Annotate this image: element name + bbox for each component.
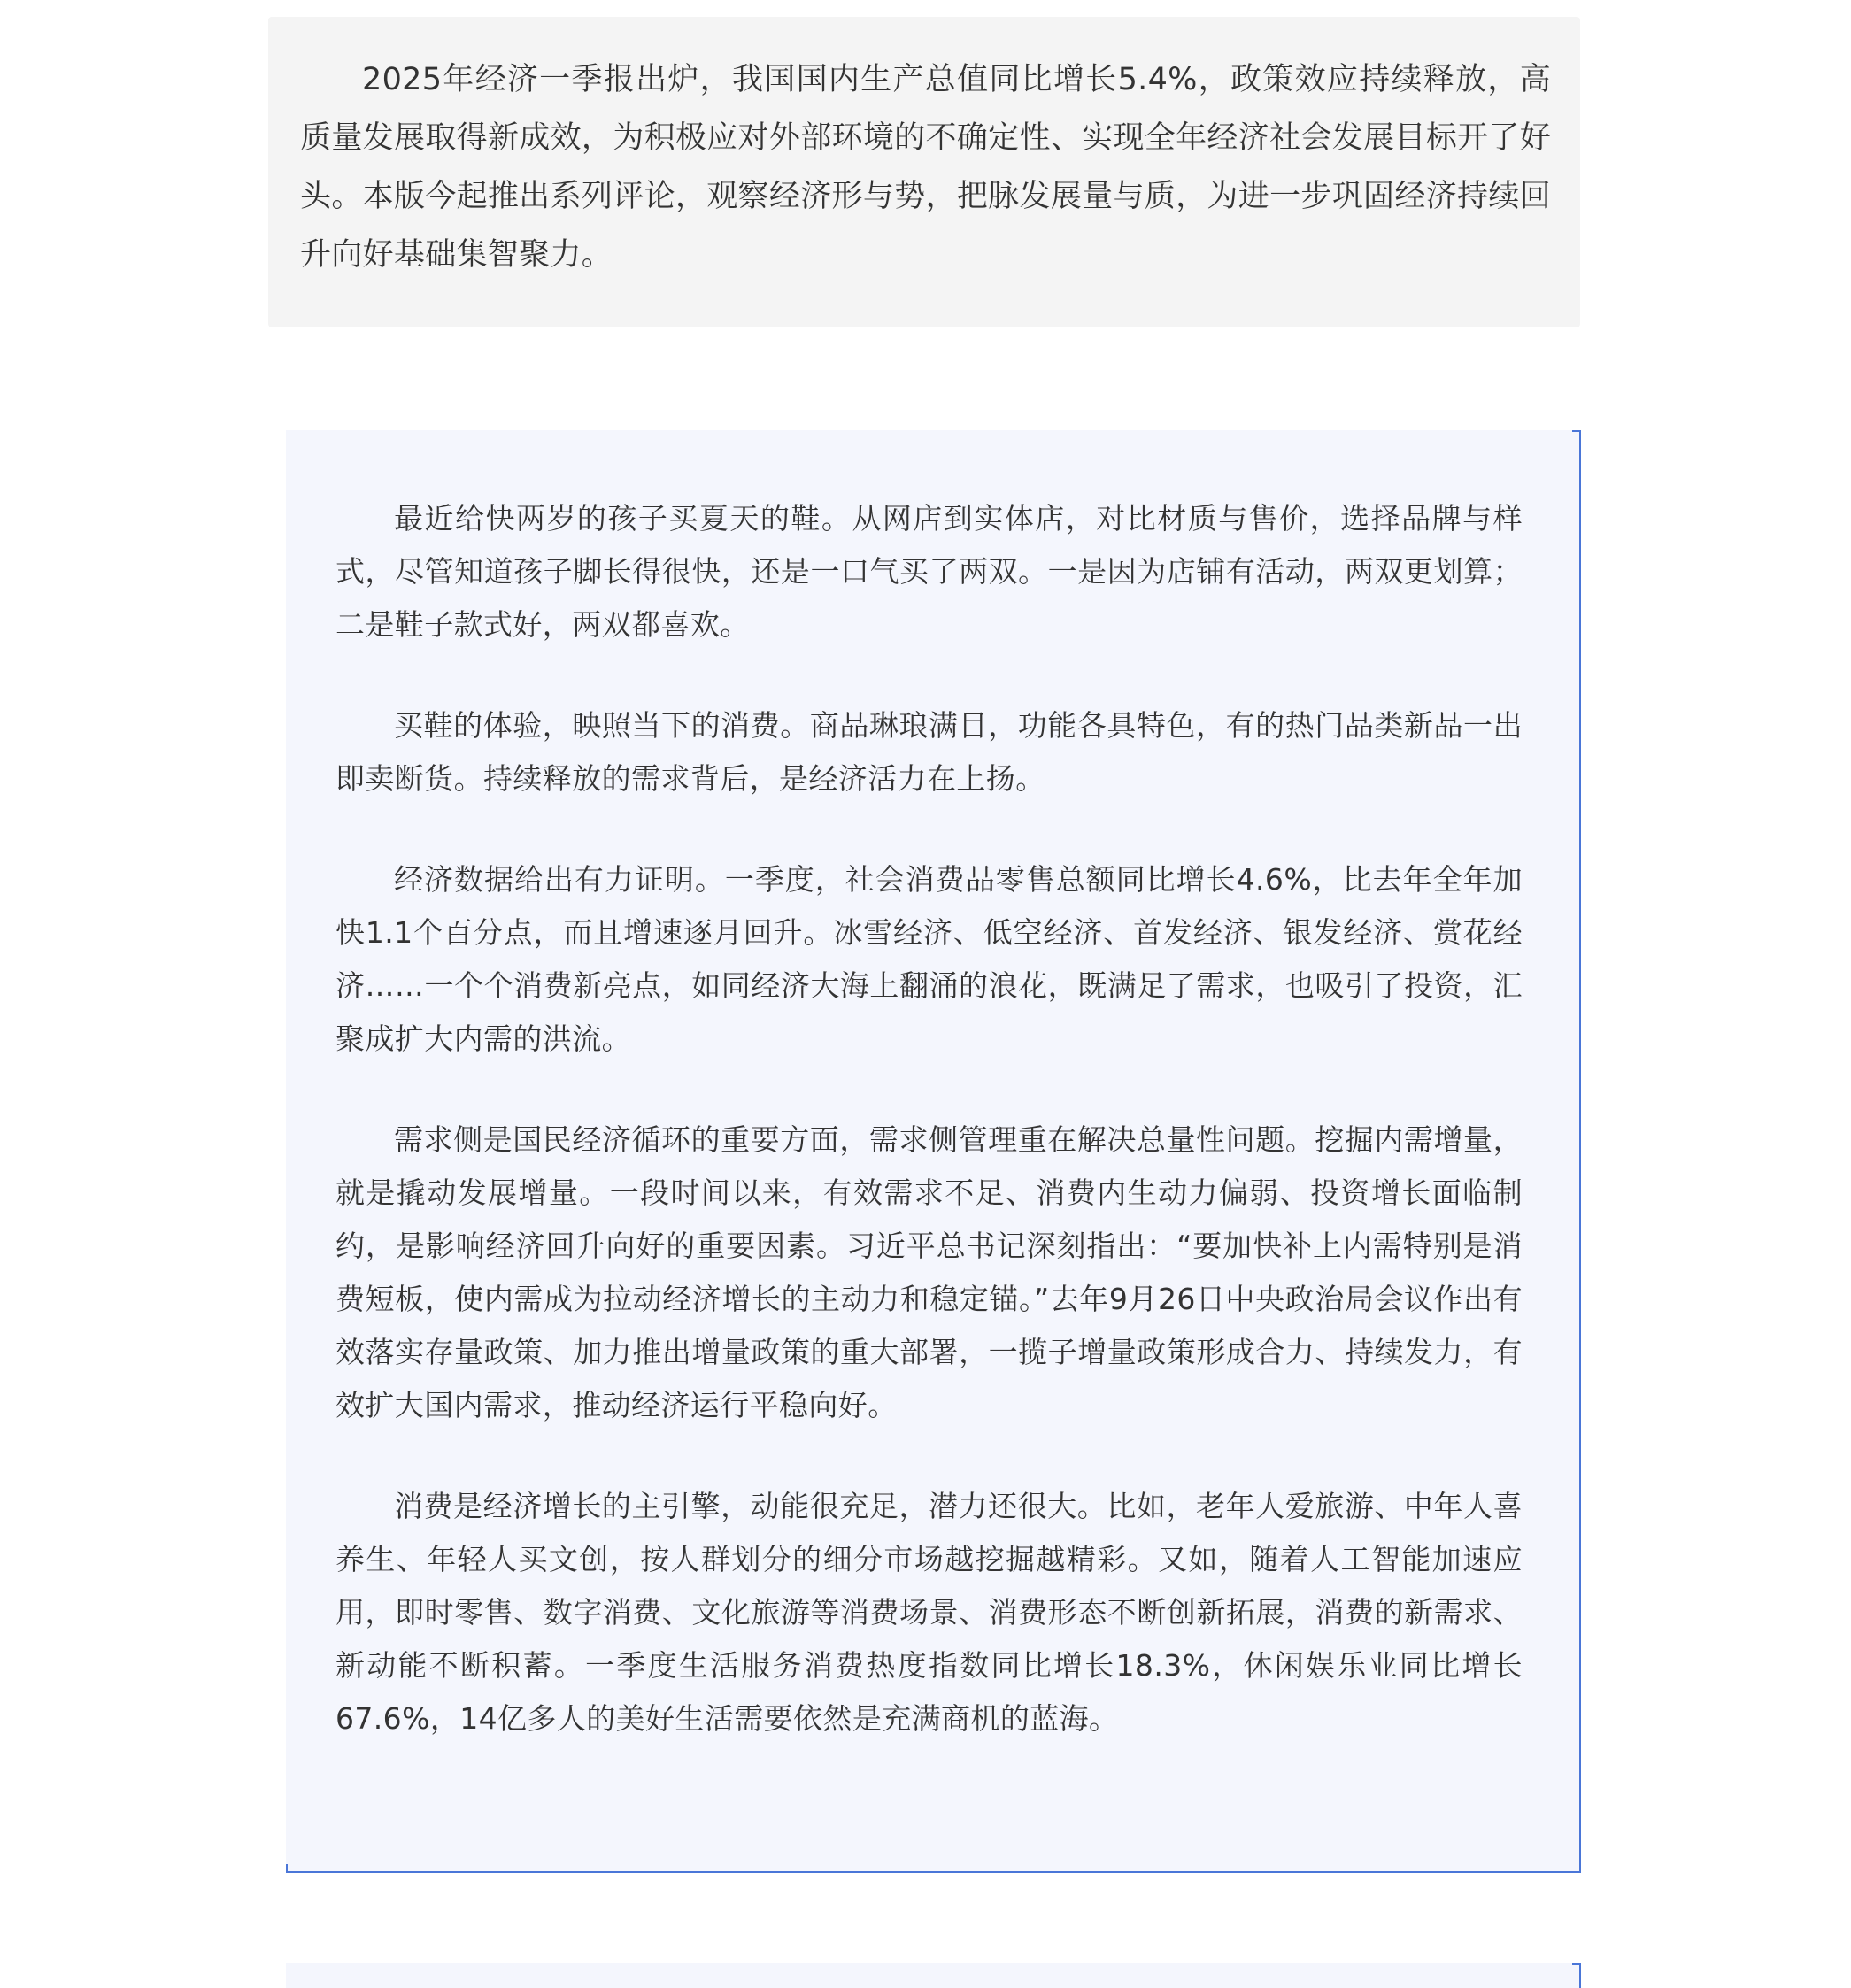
article-body-box	[286, 430, 1581, 1873]
border-bottom-accent	[286, 1871, 1581, 1873]
border-top-right-corner	[1572, 430, 1581, 432]
intro-summary-box	[268, 17, 1580, 327]
article-paragraph-3: 经济数据给出有力证明。一季度，社会消费品零售总额同比增长4.6%，比去年全年加快1.1个百分点，而且增速逐月回升。冰雪经济、低空经济、首发经济、银发经济、赏花经济……一个个消费新亮点，如同经济大海上翻涌的浪花，既满足了需求，也吸引了投资，汇聚成扩大内需的洪流。	[335, 862, 1523, 1056]
border-bottom-left-corner	[286, 1864, 288, 1873]
next-border-right-accent	[1579, 1963, 1581, 1988]
next-border-top-right-corner	[1572, 1963, 1581, 1965]
article-paragraph-4: 需求侧是国民经济循环的重要方面，需求侧管理重在解决总量性问题。挖掘内需增量，就是撬动发展增量。一段时间以来，有效需求不足、消费内生动力偏弱、投资增长面临制约，是影响经济回升向好的重要因素。习近平总书记深刻指出：“要加快补上内需特别是消费短板，使内需成为拉动经济增长的主动力和稳定锚。”去年9月26日中央政治局会议作出有效落实存量政策、加力推出增量政策的重大部署，一揽子增量政策形成合力、持续发力，有效扩大国内需求，推动经济运行平稳向好。	[335, 1122, 1523, 1422]
border-right-accent	[1579, 430, 1581, 1873]
article-paragraph-1: 最近给快两岁的孩子买夏天的鞋。从网店到实体店，对比材质与售价，选择品牌与样式，尽管知道孩子脚长得很快，还是一口气买了两双。一是因为店铺有活动，两双更划算；二是鞋子款式好，两双都喜欢。	[335, 501, 1523, 642]
next-article-box	[286, 1963, 1581, 1988]
article-paragraph-2: 买鞋的体验，映照当下的消费。商品琳琅满目，功能各具特色，有的热门品类新品一出即卖断货。持续释放的需求背后，是经济活力在上扬。	[335, 708, 1523, 796]
article-paragraph-5: 消费是经济增长的主引擎，动能很充足，潜力还很大。比如，老年人爱旅游、中年人喜养生、年轻人买文创，按人群划分的细分市场越挖掘越精彩。又如，随着人工智能加速应用，即时零售、数字消费、文化旅游等消费场景、消费形态不断创新拓展，消费的新需求、新动能不断积蓄。一季度生活服务消费热度指数同比增长18.3%，休闲娱乐业同比增长67.6%，14亿多人的美好生活需要依然是充满商机的蓝海。	[335, 1489, 1523, 1736]
intro-paragraph: 2025年经济一季报出炉，我国国内生产总值同比增长5.4%，政策效应持续释放，高质量发展取得新成效，为积极应对外部环境的不确定性、实现全年经济社会发展目标开了好头。本版今起推出系列评论，观察经济形与势，把脉发展量与质，为进一步巩固经济持续回升向好基础集智聚力。	[300, 62, 1551, 273]
